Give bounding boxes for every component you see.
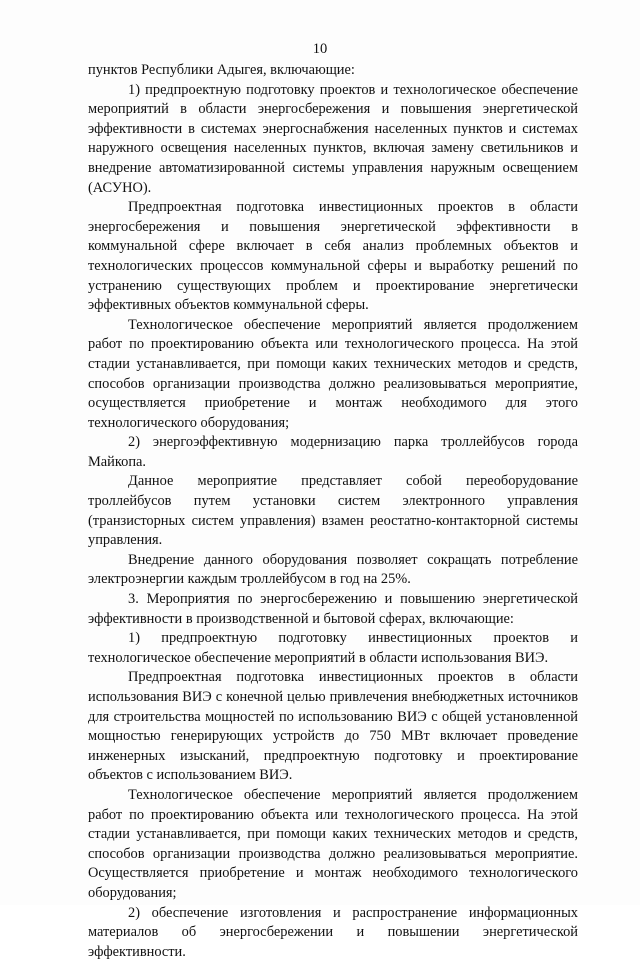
paragraph-9: 1) предпроектную подготовку инвестиционных проектов и технологическое обеспечение мероприятий в области использования ВИЭ. [88,630,578,666]
paragraph-7: Внедрение данного оборудования позволяет сокращать потребление электроэнергии каждым троллейбусом в год на 25%. [88,551,578,588]
page-number: 10 [312,41,328,57]
paragraph-4: Технологическое обеспечение мероприятий является продолжением работ по проектированию объекта или технологического процесса. На этой стадии устанавливается, при помощи каких технических методов и средств, способов организации производства должно реализовываться мероприятие, осуществляется приобретение и монтаж необходимого для этого технологического оборудования; [88,316,578,431]
paragraph-2: 1) предпроектную подготовку проектов и технологическое обеспечение мероприятий в области энергосбережения и повышения энергетической эффективности в системах энергоснабжения населенных пунктов и системах наружного освещения населенных пунктов, включая замену светильников и внедрение автоматизированной системы управления наружным освещением (АСУНО). [88,81,578,196]
paragraph-1: пунктов Республики Адыгея, включающие: [88,62,355,78]
paragraph-12: 2) обеспечение изготовления и распространение информационных материалов об энергосбережении и повышении энергетической эффективности. [88,904,578,960]
paragraph-3: Предпроектная подготовка инвестиционных проектов в области энергосбережения и повышения энергетической эффективности в коммунальной сфере включает в себя анализ проблемных объектов и технологических процессов коммунальной сферы и выработку решений по устранению существующих проблем и проектирование энергетически эффективных объектов коммунальной сферы. [88,199,578,314]
paragraph-5: 2) энергоэффективную модернизацию парка троллейбусов города Майкопа. [88,434,578,470]
paragraph-10: Предпроектная подготовка инвестиционных проектов в области использования ВИЭ с конечной целью привлечения внебюджетных источников для строительства мощностей по использованию ВИЭ с общей установленной мощностью генерирующих устройств до 750 МВт включает проведение инженерных изысканий, предпроектную подготовку и проектирование объектов с использованием ВИЭ. [88,669,578,784]
body-text [88,61,578,962]
paragraph-6: Данное мероприятие представляет собой переоборудование троллейбусов путем установки систем электронного управления (транзисторных систем управления) взамен реостатно-контакторной системы управления. [88,473,578,549]
paragraph-11: Технологическое обеспечение мероприятий является продолжением работ по проектированию объекта или технологического процесса. На этой стадии устанавливается, при помощи каких технических методов и средств, способов организации производства должно реализовываться мероприятие. Осуществляется приобретение и монтаж необходимого технологического оборудования; [88,786,578,901]
paragraph-8: 3. Мероприятия по энергосбережению и повышению энергетической эффективности в производственной и бытовой сферах, включающие: [88,591,578,627]
